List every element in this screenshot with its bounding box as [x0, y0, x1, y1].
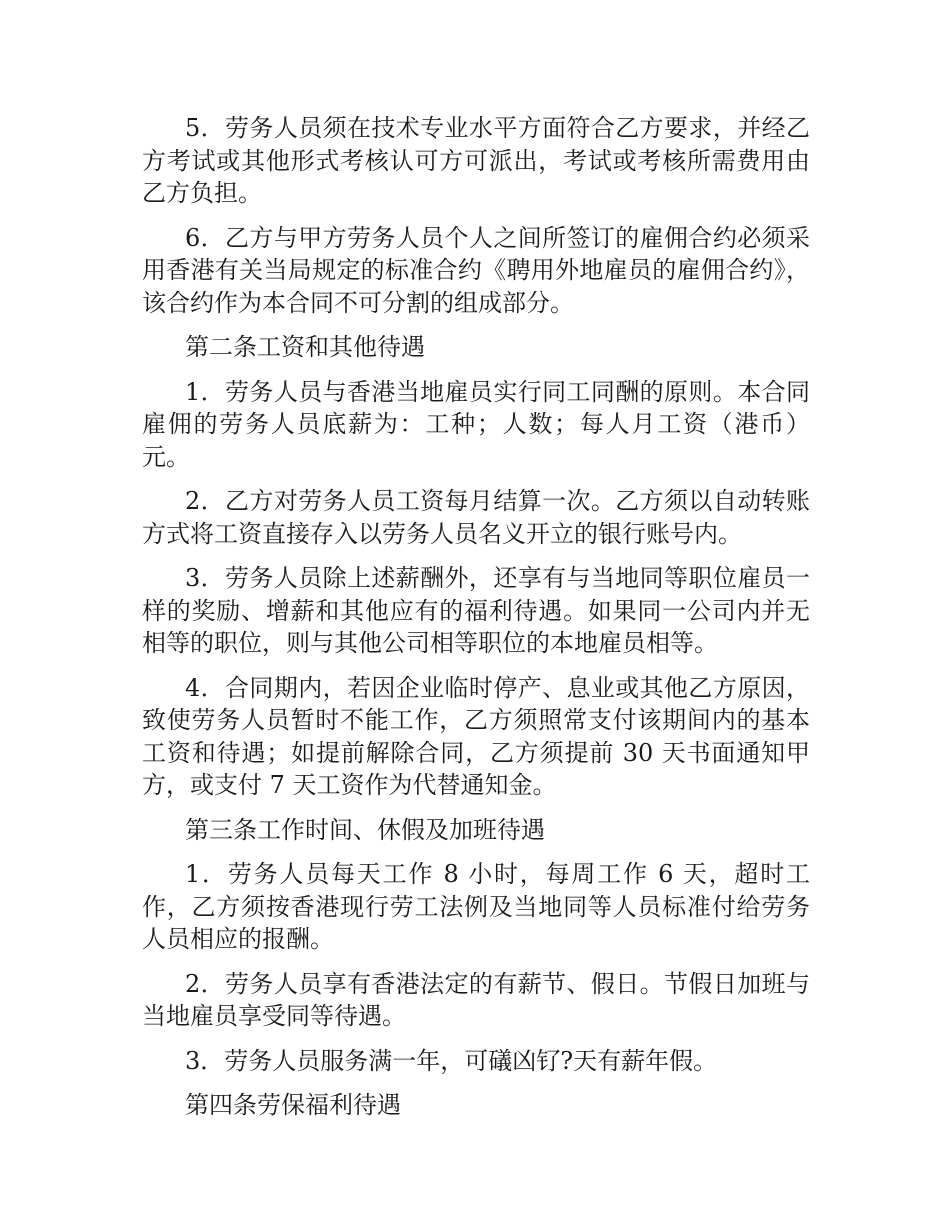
clause-paragraph: 3．劳务人员服务满一年，可礒凶钌?天有薪年假。	[185, 1046, 718, 1075]
section-heading: 第三条工作时间、休假及加班待遇	[185, 815, 545, 844]
clause-paragraph: 4．合同期内，若因企业临时停产、息业或其他乙方原因，致使劳务人员暂时不能工作，乙方须照常支付该期间内的基本工资和待遇；如提前解除合同，乙方须提前 30 天书面通知甲方，或支付 7 天工资作为代替通知金。	[142, 673, 810, 799]
clause-paragraph: 6．乙方与甲方劳务人员个人之间所签订的雇佣合约必须采用香港有关当局规定的标准合约《聘用外地雇员的雇佣合约》，该合约作为本合同不可分割的组成部分。	[142, 223, 810, 317]
clause-paragraph: 3．劳务人员除上述薪酬外，还享有与当地同等职位雇员一样的奖励、增薪和其他应有的福利待遇。如果同一公司内并无相等的职位，则与其他公司相等职位的本地雇员相等。	[142, 564, 810, 657]
clause-paragraph: 1．劳务人员与香港当地雇员实行同工同酬的原则。本合同雇佣的劳务人员底薪为：工种；人数；每人月工资（港币）元。	[142, 377, 810, 471]
clause-paragraph: 2．劳务人员享有香港法定的有薪节、假日。节假日加班与当地雇员享受同等待遇。	[142, 969, 810, 1030]
section-heading: 第四条劳保福利待遇	[185, 1091, 401, 1119]
clause-paragraph: 5．劳务人员须在技术专业水平方面符合乙方要求，并经乙方考试或其他形式考核认可方可派出，考试或考核所需费用由乙方负担。	[142, 114, 810, 207]
section-heading: 第二条工资和其他待遇	[185, 333, 425, 361]
clause-paragraph: 1．劳务人员每天工作 8 小时，每周工作 6 天，超时工作，乙方须按香港现行劳工法例及当地同等人员标准付给劳务人员相应的报酬。	[142, 860, 810, 953]
clause-paragraph: 2．乙方对劳务人员工资每月结算一次。乙方须以自动转账方式将工资直接存入以劳务人员名义开立的银行账号内。	[142, 487, 810, 548]
